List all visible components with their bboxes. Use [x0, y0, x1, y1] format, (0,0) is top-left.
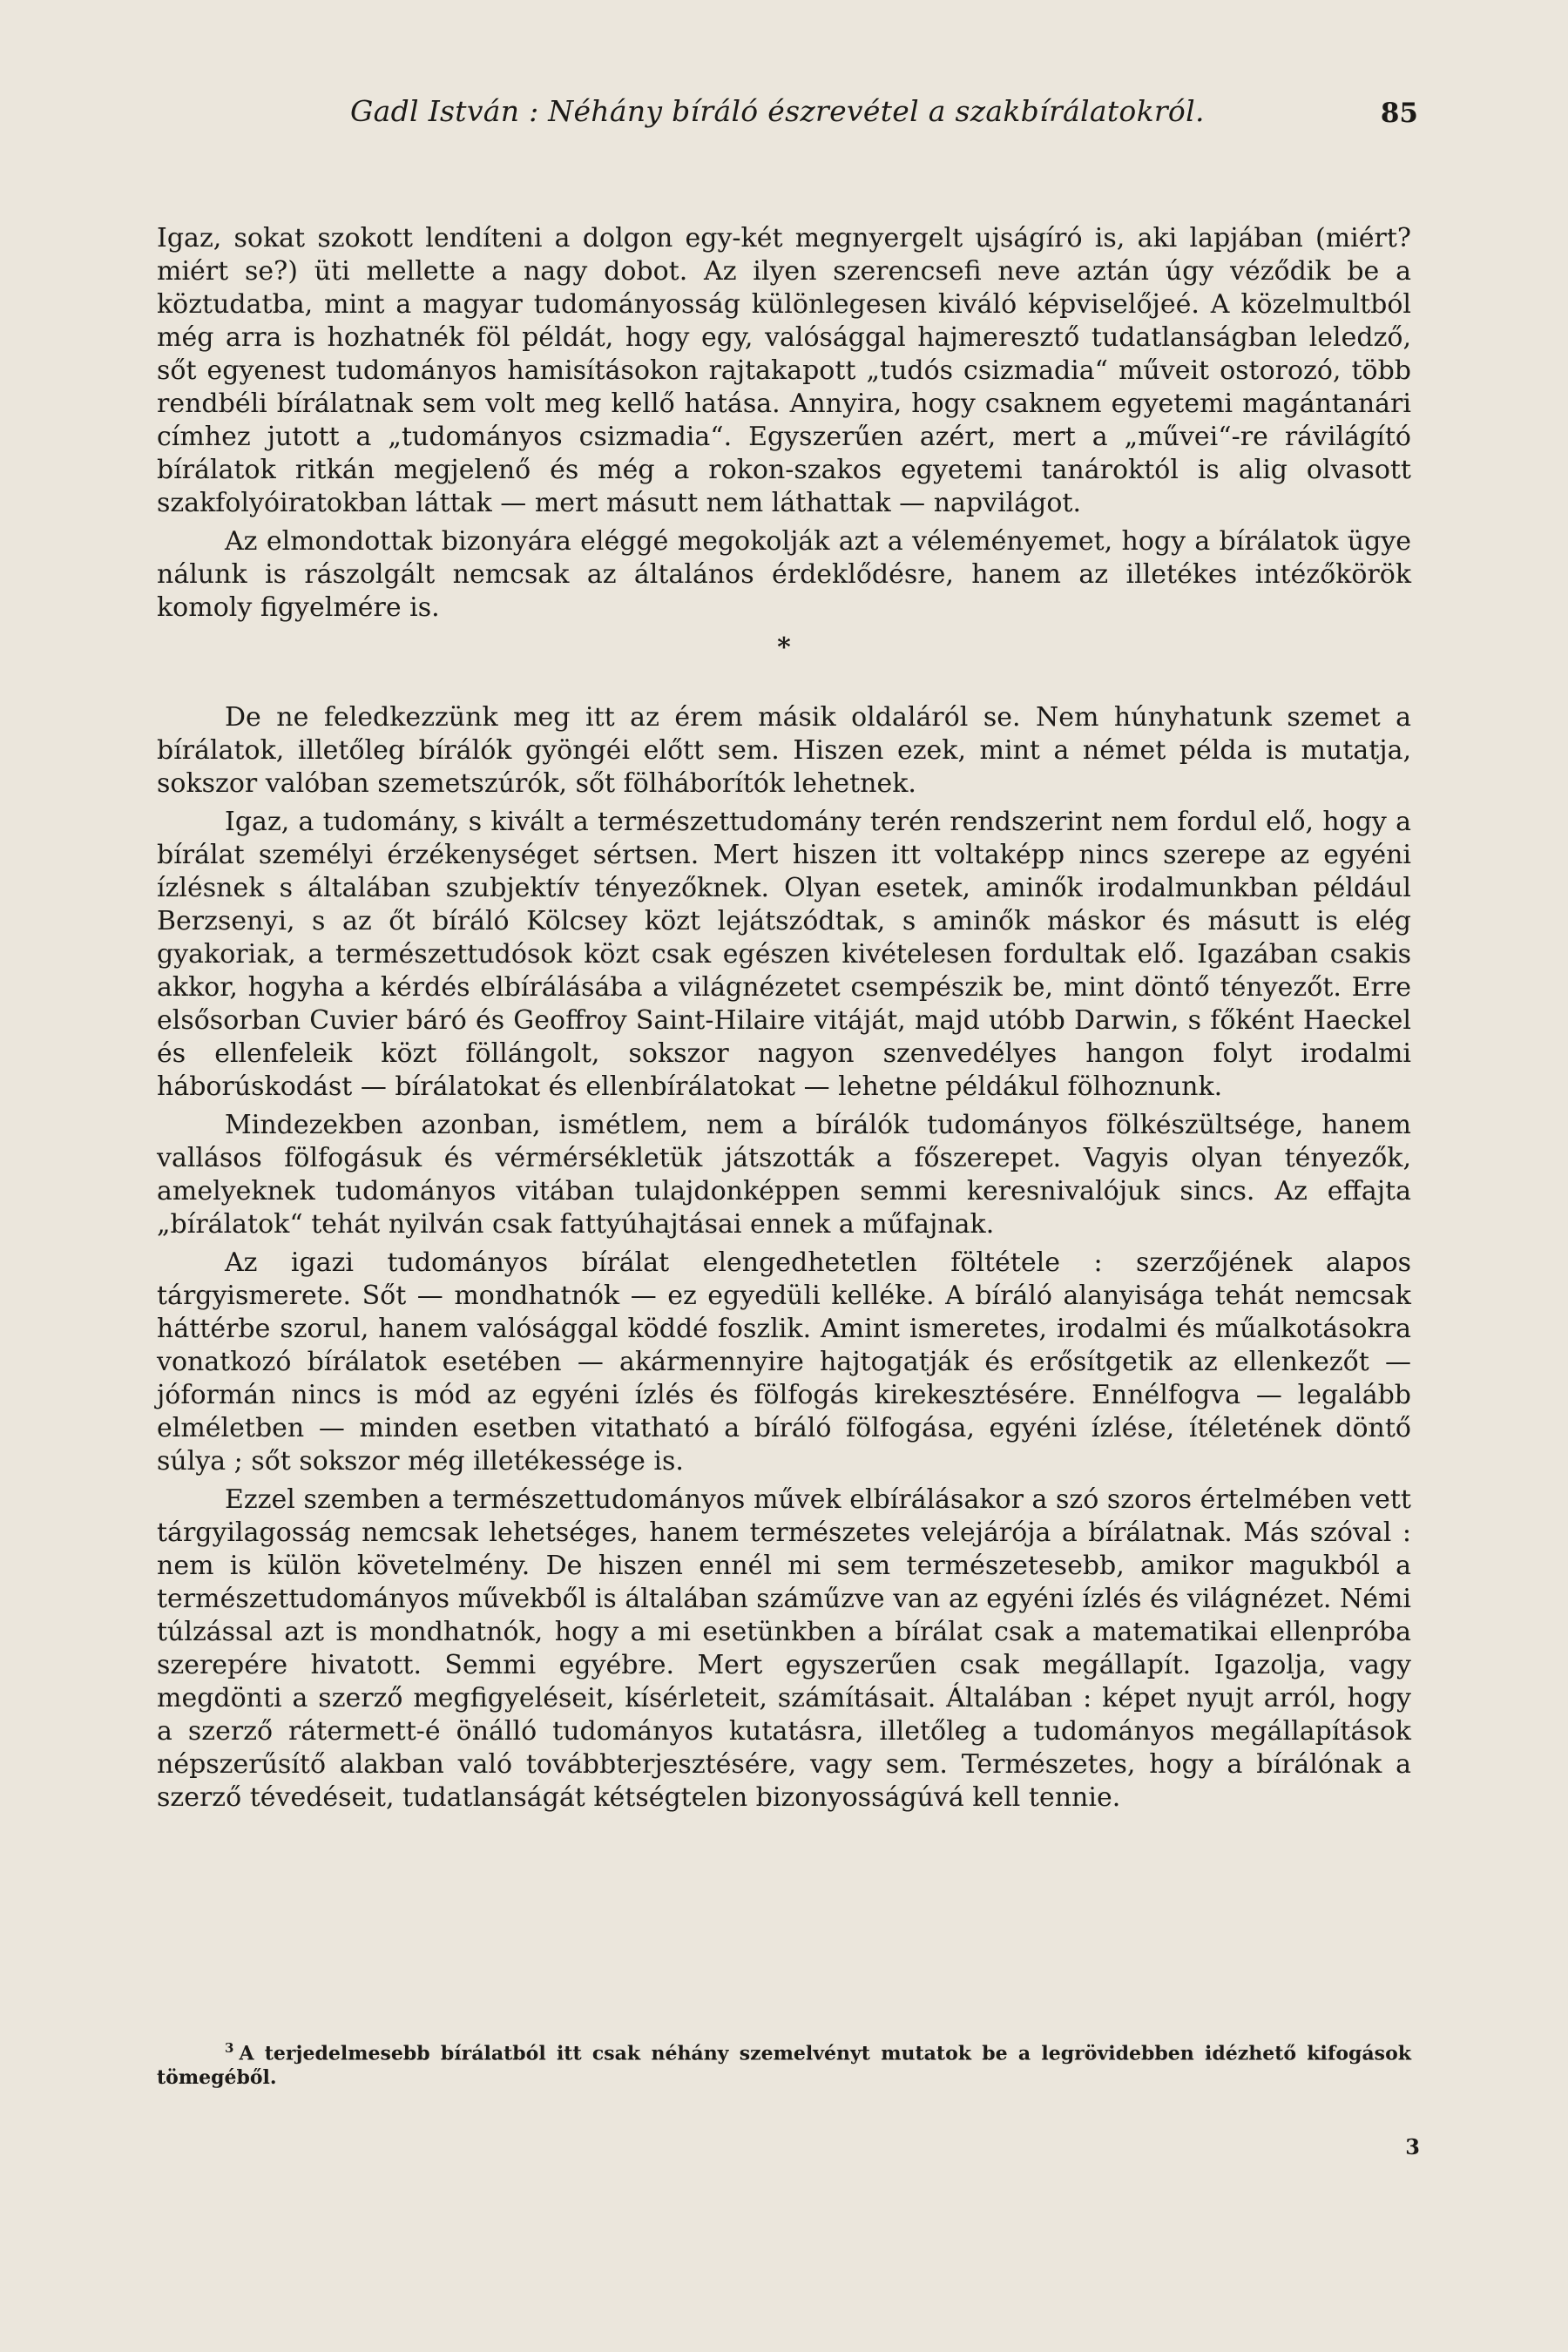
running-title: Gadl István : Néhány bíráló észrevétel a szakbírálatokról.	[350, 94, 1205, 128]
paragraph: Az elmondottak bizonyára eléggé megokolják azt a véleményemet, hogy a bírálatok ügye nálunk is rászolgált nemcsak az általános érdeklődésre, hanem az illetékes intézőkörök komoly figyelmére is.	[157, 526, 1411, 623]
paragraph: Az igazi tudományos bírálat elengedhetetlen föltétele : szerzőjének alapos tárgyismerete. Sőt — mondhatnók — ez egyedüli kelléke. A bíráló alanyisága tehát nemcsak háttérbe szorul, hanem valósággal köddé foszlik. Amint ismeretes, irodalmi és műalkotásokra vonatkozó bírálatok esetében — akármennyire hajtogatják és erősítgetik az ellenkezőt — jóformán nincs is mód az egyéni ízlés és fölfogás kirekesztésére. Ennélfogva — legalább elméletben — minden esetben vitatható a bíráló fölfogása, egyéni ízlése, ítéletének döntő súlya ; sőt sokszor még illetékessége is.	[157, 1247, 1411, 1477]
paragraph: Igaz, a tudomány, s kivált a természettudomány terén rendszerint nem fordul elő, hogy a bírálat személyi érzékenységet sértsen. Mert hiszen itt voltaképp nincs szerepe az egyéni ízlésnek s általában szubjektív tényezőknek. Olyan esetek, aminők irodalmunkban például Berzsenyi, s az őt bíráló Kölcsey közt lejátszódtak, s aminők máskor és másutt is elég gyakoriak, a természettudósok közt csak egészen kivételesen fordultak elő. Igazában csakis akkor, hogyha a kérdés elbírálásába a világnézetet csempészik be, mint döntő tényezőt. Erre elsősorban Cuvier báró és Geoffroy Saint-Hilaire vitáját, majd utóbb Darwin, s főként Haeckel és ellenfeleik közt föllángolt, sokszor nagyon szenvedélyes hangon folyt irodalmi háborúskodást — bírálatokat és ellenbírálatokat — lehetne példákul fölhoznunk.	[157, 807, 1411, 1102]
footnote	[157, 2036, 1411, 2090]
page-header	[157, 87, 1429, 139]
body-text	[157, 222, 1411, 1820]
page-number: 85	[1380, 98, 1418, 129]
footnote-mark: 3	[225, 2040, 234, 2056]
signature-mark: 3	[1405, 2134, 1420, 2159]
paragraph: Ezzel szemben a természettudományos művek elbírálásakor a szó szoros értelmében vett tárgyilagosság nemcsak lehetséges, hanem természetes velejárója a bírálatnak. Más szóval : nem is külön követelmény. De hiszen ennél mi sem természetesebb, amikor magukból a természettudományos művekből is általában száműzve van az egyéni ízlés és világnézet. Némi túlzással azt is mondhatnók, hogy a mi esetünkben a bírálat csak a matematikai ellenpróba szerepére hivatott. Semmi egyébre. Mert egyszerűen csak megállapít. Igazolja, vagy megdönti a szerző megfigyeléseit, kísérleteit, számításait. Általában : képet nyujt arról, hogy a szerző rátermett-é önálló tudományos kutatásra, illetőleg a tudományos megállapítások népszerűsítő alakban való továbbterjesztésére, vagy sem. Természetes, hogy a bírálónak a szerző tévedéseit, tudatlanságát kétségtelen bizonyosságúvá kell tennie.	[157, 1484, 1411, 1813]
paragraph: Mindezekben azonban, ismétlem, nem a bírálók tudományos fölkészültsége, hanem vallásos fölfogásuk és vérmérsékletük játszották a főszerepet. Vagyis olyan tényezők, amelyeknek tudományos vitában tulajdonképpen semmi keresnivalójuk sincs. Az effajta „bírálatok“ tehát nyilván csak fattyúhajtásai ennek a műfajnak.	[157, 1110, 1411, 1240]
footnote-text: A terjedelmesebb bírálatból itt csak néhány szemelvényt mutatok be a legrövidebben idézhető kifogások tömegéből.	[157, 2042, 1411, 2090]
section-separator: *	[777, 632, 791, 663]
paragraph: Igaz, sokat szokott lendíteni a dolgon egy-két megnyergelt ujságíró is, aki lapjában (miért? miért se?) üti mellette a nagy dobot. Az ilyen szerencsefi neve aztán úgy véződik be a köztudatba, mint a magyar tudományosság különlegesen kiváló képviselőjeé. A közelmultból még arra is hozhatnék föl példát, hogy egy, valósággal hajmeresztő tudatlanságban leledző, sőt egyenest tudományos hamisításokon rajtakapott „tudós csizmadia“ műveit ostorozó, több rendbéli bírálatnak sem volt meg kellő hatása. Annyira, hogy csaknem egyetemi magántanári címhez jutott a „tudományos csizmadia“. Egyszerűen azért, mert a „művei“-re rávilágító bírálatok ritkán megjelenő és még a rokon-szakos egyetemi tanároktól is alig olvasott szakfolyóiratokban láttak — mert másutt nem láthattak — napvilágot.	[157, 223, 1411, 518]
paragraph: De ne feledkezzünk meg itt az érem másik oldaláról se. Nem húnyhatunk szemet a bírálatok, illetőleg bírálók gyöngéi előtt sem. Hiszen ezek, mint a német példa is mutatja, sokszor valóban szemetszúrók, sőt fölháborítók lehetnek.	[157, 702, 1411, 799]
